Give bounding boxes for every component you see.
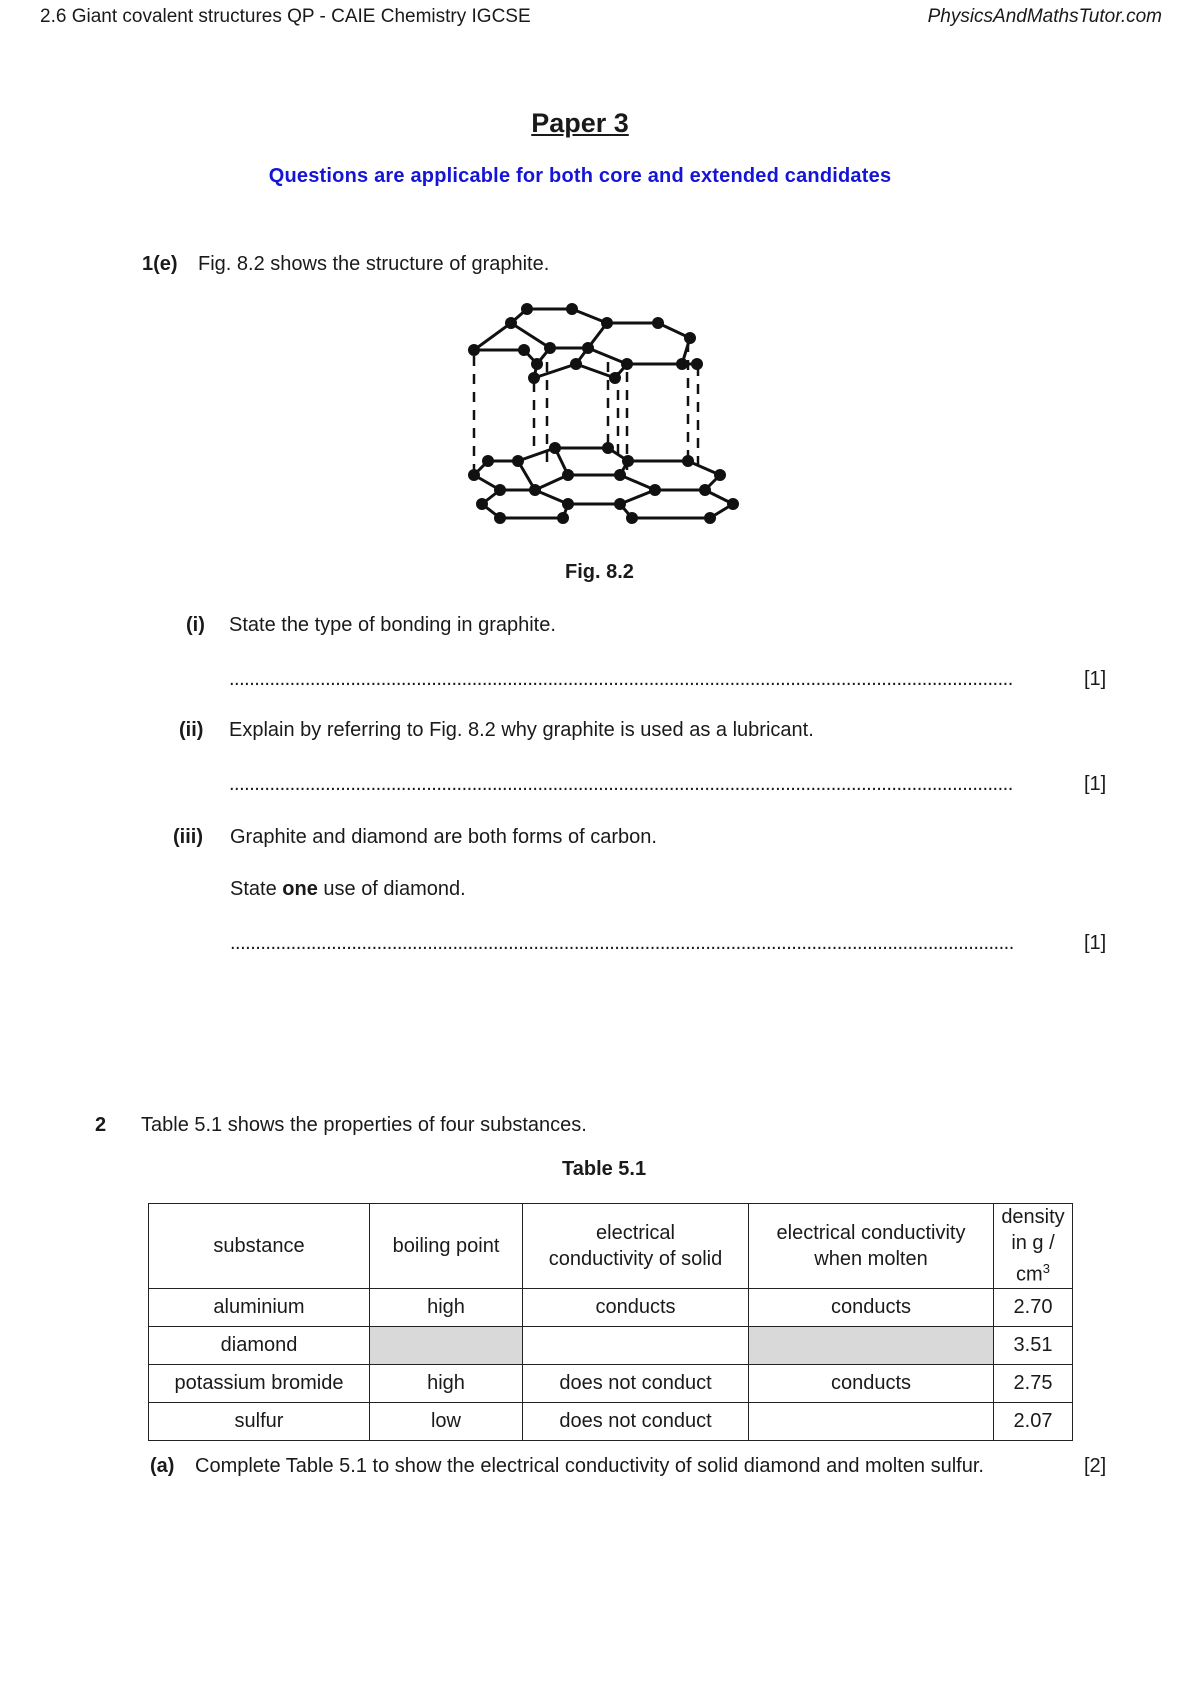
- carbon-atom: [601, 317, 613, 329]
- carbon-atom: [529, 484, 541, 496]
- table-row: [149, 1326, 1073, 1364]
- cell-conductivity-molten: conducts: [749, 1288, 994, 1326]
- cell-density: 2.07: [994, 1402, 1073, 1440]
- cell-substance: sulfur: [149, 1402, 370, 1440]
- instruction-pre: State: [230, 878, 283, 900]
- carbon-atom: [704, 512, 716, 524]
- carbon-atom: [482, 455, 494, 467]
- carbon-atom: [518, 344, 530, 356]
- cell-conductivity-molten: conducts: [749, 1364, 994, 1402]
- carbon-atom: [531, 358, 543, 370]
- cell-density: 2.70: [994, 1288, 1073, 1326]
- paper-title: Paper 3: [531, 108, 629, 138]
- cell-conductivity-solid: does not conduct: [523, 1402, 749, 1440]
- part-text-iii: Graphite and diamond are both forms of carbon.: [230, 826, 657, 848]
- cell-substance: diamond: [149, 1326, 370, 1364]
- carbon-atom: [649, 484, 661, 496]
- carbon-atom: [614, 498, 626, 510]
- carbon-atom: [544, 342, 556, 354]
- answer-line-i[interactable]: ...........................................................................................................................................................: [229, 668, 1013, 690]
- density-unit: in g / cm: [1011, 1232, 1055, 1286]
- answer-cell-sulfur-molten-conductivity[interactable]: [749, 1402, 994, 1440]
- header-conductivity-molten: [749, 1204, 994, 1289]
- carbon-atom: [714, 469, 726, 481]
- header-line: electrical: [596, 1221, 675, 1244]
- header-substance: substance: [149, 1204, 370, 1289]
- header-line: conductivity of solid: [548, 1247, 723, 1270]
- carbon-atom: [566, 303, 578, 315]
- instruction-emphasis: one: [282, 878, 318, 900]
- header-line: electrical conductivity: [776, 1221, 966, 1244]
- carbon-atom: [557, 512, 569, 524]
- part-label-ii: (ii): [179, 719, 204, 741]
- document-header-brand: PhysicsAndMathsTutor.com: [927, 6, 1162, 27]
- header-conductivity-solid: [523, 1204, 749, 1289]
- cell-substance: aluminium: [149, 1288, 370, 1326]
- carbon-atom: [468, 469, 480, 481]
- part-text-i: State the type of bonding in graphite.: [229, 614, 556, 636]
- graphite-structure-figure: [440, 295, 760, 535]
- part-label-iii: (iii): [173, 826, 203, 848]
- carbon-atom: [684, 332, 696, 344]
- header-line: [998, 1230, 1068, 1288]
- answer-line-ii[interactable]: ...........................................................................................................................................................: [229, 773, 1013, 795]
- marks-ii: [1]: [1084, 773, 1107, 795]
- question-number: 1(e): [142, 253, 178, 275]
- question-2-number: 2: [95, 1114, 107, 1136]
- part-text-ii: Explain by referring to Fig. 8.2 why graphite is used as a lubricant.: [229, 719, 814, 741]
- carbon-atom: [505, 317, 517, 329]
- carbon-atom: [582, 342, 594, 354]
- cell-boiling-point: high: [370, 1288, 523, 1326]
- carbon-atom: [682, 455, 694, 467]
- part-label-a: (a): [150, 1455, 175, 1477]
- carbon-atom: [494, 484, 506, 496]
- instruction-post: use of diamond.: [317, 878, 466, 900]
- part-text-a: Complete Table 5.1 to show the electrical conductivity of solid diamond and molten sulfur.: [195, 1455, 984, 1477]
- carbon-atom: [512, 455, 524, 467]
- carbon-atom: [691, 358, 703, 370]
- marks-a: [2]: [1084, 1455, 1107, 1477]
- properties-table: [148, 1203, 1073, 1441]
- part-label-i: (i): [186, 614, 205, 636]
- carbon-atom: [562, 469, 574, 481]
- answer-cell-diamond-solid-conductivity[interactable]: [523, 1326, 749, 1364]
- cell-density: 3.51: [994, 1326, 1073, 1364]
- table-row: [149, 1288, 1073, 1326]
- carbon-atom: [614, 469, 626, 481]
- cell-density: 2.75: [994, 1364, 1073, 1402]
- question-stem: Fig. 8.2 shows the structure of graphite.: [198, 253, 550, 275]
- document-header-title: 2.6 Giant covalent structures QP - CAIE Chemistry IGCSE: [40, 6, 531, 27]
- header-density: [994, 1204, 1073, 1289]
- cell-conductivity-solid: does not conduct: [523, 1364, 749, 1402]
- part-text-iii-instruction: [230, 878, 466, 901]
- carbon-atom: [699, 484, 711, 496]
- carbon-atom: [562, 498, 574, 510]
- carbon-atom: [676, 358, 688, 370]
- cell-shaded: [370, 1326, 523, 1364]
- figure-caption: Fig. 8.2: [565, 561, 634, 583]
- cell-shaded: [749, 1326, 994, 1364]
- cell-substance: potassium bromide: [149, 1364, 370, 1402]
- marks-iii: [1]: [1084, 932, 1107, 954]
- graphite-bond-path: [511, 309, 607, 348]
- question-2-stem: Table 5.1 shows the properties of four substances.: [141, 1114, 587, 1136]
- carbon-atom: [570, 358, 582, 370]
- table-caption: Table 5.1: [562, 1158, 647, 1180]
- density-unit-superscript: 3: [1042, 1261, 1050, 1276]
- table-header-row: [149, 1204, 1073, 1289]
- carbon-atom: [727, 498, 739, 510]
- cell-boiling-point: high: [370, 1364, 523, 1402]
- table-row: [149, 1364, 1073, 1402]
- header-line: when molten: [814, 1247, 928, 1270]
- cell-conductivity-solid: conducts: [523, 1288, 749, 1326]
- table-row: [149, 1402, 1073, 1440]
- cell-boiling-point: low: [370, 1402, 523, 1440]
- paper-subtitle: Questions are applicable for both core and extended candidates: [268, 165, 892, 187]
- carbon-atom: [549, 442, 561, 454]
- carbon-atom: [602, 442, 614, 454]
- carbon-atom: [528, 372, 540, 384]
- carbon-atom: [494, 512, 506, 524]
- graphite-bond-path: [474, 475, 720, 504]
- carbon-atom: [621, 358, 633, 370]
- answer-line-iii[interactable]: ...........................................................................................................................................................: [230, 932, 1014, 954]
- carbon-atom: [468, 344, 480, 356]
- header-line: density: [1001, 1206, 1065, 1228]
- carbon-atom: [652, 317, 664, 329]
- marks-i: [1]: [1084, 668, 1107, 690]
- carbon-atom: [626, 512, 638, 524]
- carbon-atom: [521, 303, 533, 315]
- graphite-bond-path: [474, 323, 550, 364]
- carbon-atom: [622, 455, 634, 467]
- carbon-atom: [609, 372, 621, 384]
- carbon-atom: [476, 498, 488, 510]
- header-boiling-point: boiling point: [370, 1204, 523, 1289]
